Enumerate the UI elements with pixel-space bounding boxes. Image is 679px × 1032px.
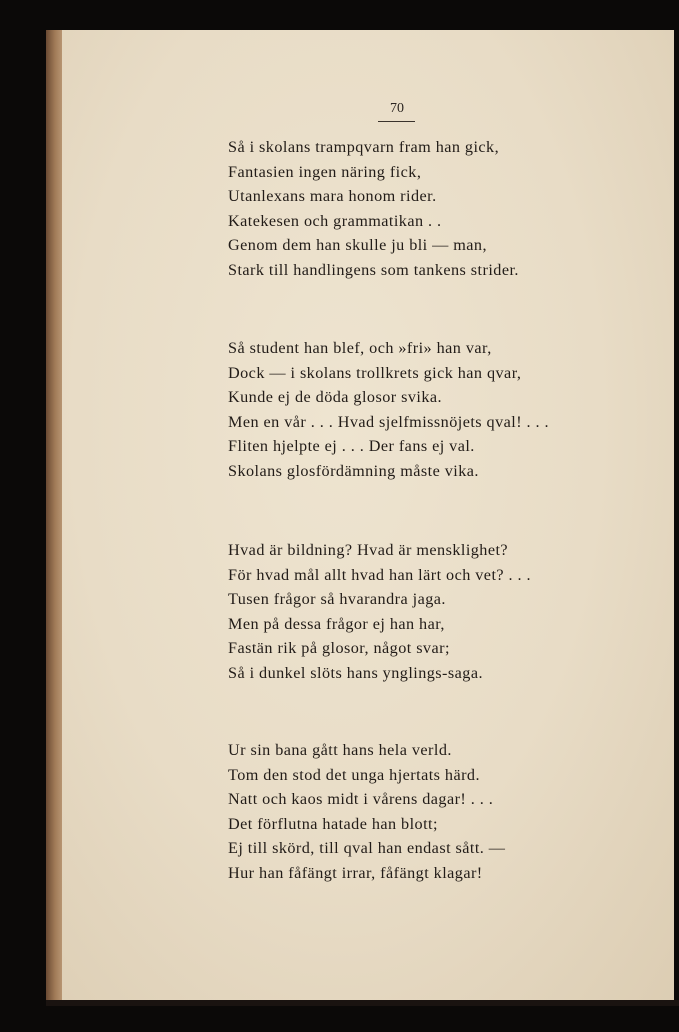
stanza-1 xyxy=(228,135,519,282)
poem-line: Men en vår . . . Hvad sjelfmissnöjets qval! . . . xyxy=(228,412,550,431)
poem-line: Hur han fåfängt irrar, fåfängt klagar! xyxy=(228,863,483,882)
poem-line: För hvad mål allt hvad han lärt och vet? . . . xyxy=(228,565,532,584)
poem-line: Men på dessa frågor ej han har, xyxy=(228,614,445,633)
poem-line: Stark till handlingens som tankens strider. xyxy=(228,260,519,279)
poem-line: Kunde ej de döda glosor svika. xyxy=(228,388,443,406)
poem-line: Tom den stod det unga hjertats härd. xyxy=(228,765,480,784)
poem-line: Tusen frågor så hvarandra jaga. xyxy=(228,590,446,608)
poem-line: Det förflutna hatade han blott; xyxy=(228,814,438,833)
poem-line: Fastän rik på glosor, något svar; xyxy=(228,639,450,657)
poem-line: Så i dunkel slöts hans ynglings-saga. xyxy=(228,663,483,682)
poem-line: Skolans glosfördämning måste vika. xyxy=(228,461,479,480)
poem-line: Genom dem han skulle ju bli — man, xyxy=(228,236,487,254)
poem-line: Katekesen och grammatikan . . xyxy=(228,211,442,230)
stanza-4 xyxy=(228,738,505,885)
stanza-2 xyxy=(228,336,549,483)
page-number: 70 xyxy=(390,101,404,116)
page-number-rule xyxy=(378,121,415,122)
poem-line: Ej till skörd, till qval han endast sått. — xyxy=(228,839,506,857)
poem-line: Ur sin bana gått hans hela verld. xyxy=(228,741,452,759)
poem-line: Dock — i skolans trollkrets gick han qvar, xyxy=(228,363,522,382)
poem-line: Så i skolans trampqvarn fram han gick, xyxy=(228,138,500,156)
poem-line: Hvad är bildning? Hvad är mensklighet? xyxy=(228,541,509,559)
poem-line: Natt och kaos midt i vårens dagar! . . . xyxy=(228,790,494,808)
stanza-3 xyxy=(228,538,531,685)
poem-line: Fantasien ingen näring fick, xyxy=(228,162,422,181)
poem-line: Utanlexans mara honom rider. xyxy=(228,187,437,205)
poem-line: Fliten hjelpte ej . . . Der fans ej val. xyxy=(228,437,475,455)
poem-line: Så student han blef, och »fri» han var, xyxy=(228,339,492,357)
page-bottom-shadow xyxy=(46,1000,679,1006)
